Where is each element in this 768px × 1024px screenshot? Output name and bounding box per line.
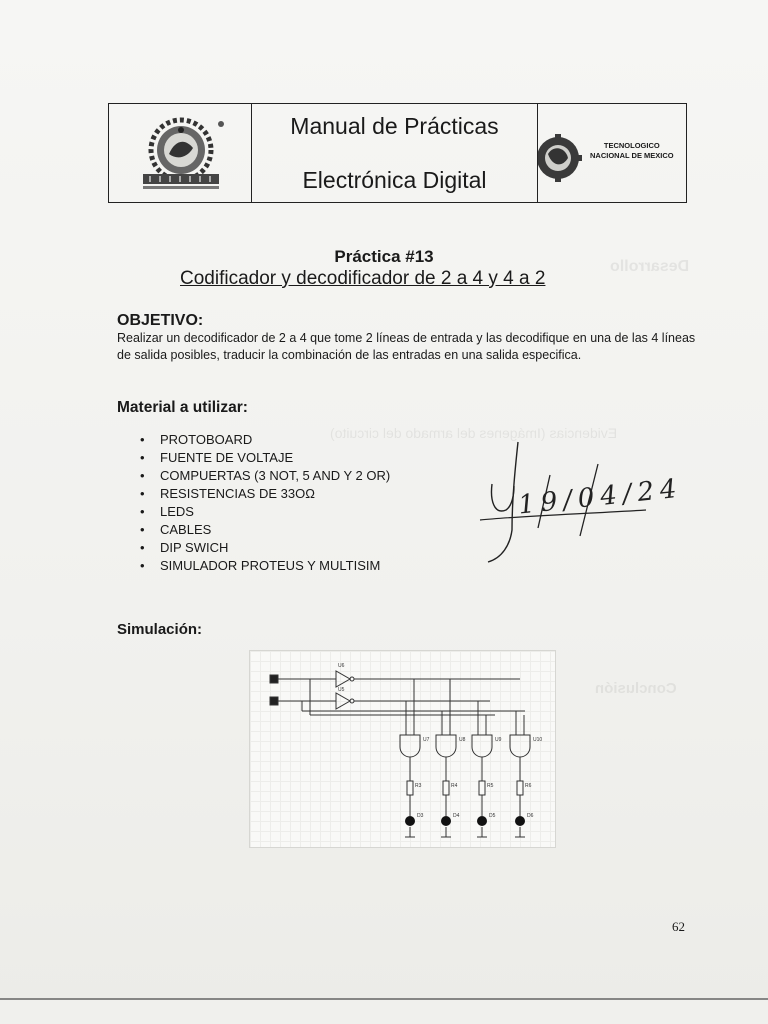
- and-gate-label: U9: [495, 737, 502, 743]
- bleed-through-text: Conclusión: [595, 680, 677, 697]
- and-gate-label: U7: [423, 737, 430, 743]
- tecnm-label: [590, 141, 674, 161]
- tecnm-line-1: TECNOLOGICO: [603, 141, 660, 150]
- list-item: • LEDS: [140, 503, 390, 521]
- circuit-simulation: [249, 650, 556, 848]
- objetivo-text: Realizar un decodificador de 2 a 4 que tome 2 líneas de entrada y las decodifique en una de las 4 líneas de salida posibles, traducir la combinación de las entradas en una salida especifica.: [117, 331, 696, 362]
- resistor-label: R4: [451, 783, 458, 789]
- led-label: D5: [489, 813, 496, 819]
- handwritten-signature: [460, 440, 684, 570]
- resistor-label: R5: [487, 783, 494, 789]
- resistor-label: R6: [525, 783, 532, 789]
- led-label: D3: [417, 813, 424, 819]
- practice-title: Codificador y decodificador de 2 a 4 y 4 a 2: [180, 268, 546, 289]
- list-item: • COMPUERTAS (3 NOT, 5 AND Y 2 OR): [140, 467, 390, 485]
- material-heading: Material a utilizar:: [117, 399, 248, 416]
- institution-logo: [109, 104, 252, 202]
- header-title: [252, 104, 537, 202]
- list-item: • SIMULADOR PROTEUS Y MULTISIM: [140, 557, 390, 575]
- page-number: 62: [672, 919, 685, 934]
- decoder-circuit-diagram: [250, 651, 557, 849]
- material-list: [140, 431, 390, 575]
- bleed-through-text: Desarrollo: [610, 258, 690, 275]
- signature-date: 19/04/24: [516, 473, 684, 521]
- list-item: • FUENTE DE VOLTAJE: [140, 449, 390, 467]
- list-item: • DIP SWICH: [140, 539, 390, 557]
- tecnm-logo: [537, 104, 686, 202]
- manual-header: [108, 103, 687, 203]
- simulation-heading: Simulación:: [117, 621, 203, 638]
- objetivo-heading: OBJETIVO:: [117, 312, 204, 329]
- practice-number: Práctica #13: [334, 247, 434, 266]
- tecnm-line-2: NACIONAL DE MEXICO: [590, 151, 674, 160]
- resistor-label: R3: [415, 783, 422, 789]
- course-title: Electrónica Digital: [302, 167, 487, 193]
- list-item: • PROTOBOARD: [140, 431, 390, 449]
- gear-seal-icon: [109, 104, 251, 204]
- page-bottom-margin: [0, 1000, 768, 1024]
- list-item: • RESISTENCIAS DE 33OΩ: [140, 485, 390, 503]
- bleed-through-text: Evidencias (Imágenes del armado del circuito): [330, 425, 618, 441]
- manual-title: Manual de Prácticas: [290, 113, 499, 139]
- led-label: D6: [527, 813, 534, 819]
- not-gate-label: U5: [338, 687, 345, 693]
- not-gate-label: U6: [338, 663, 345, 669]
- and-gate-label: U10: [533, 737, 543, 743]
- and-gate-label: U8: [459, 737, 466, 743]
- list-item: • CABLES: [140, 521, 390, 539]
- led-label: D4: [453, 813, 460, 819]
